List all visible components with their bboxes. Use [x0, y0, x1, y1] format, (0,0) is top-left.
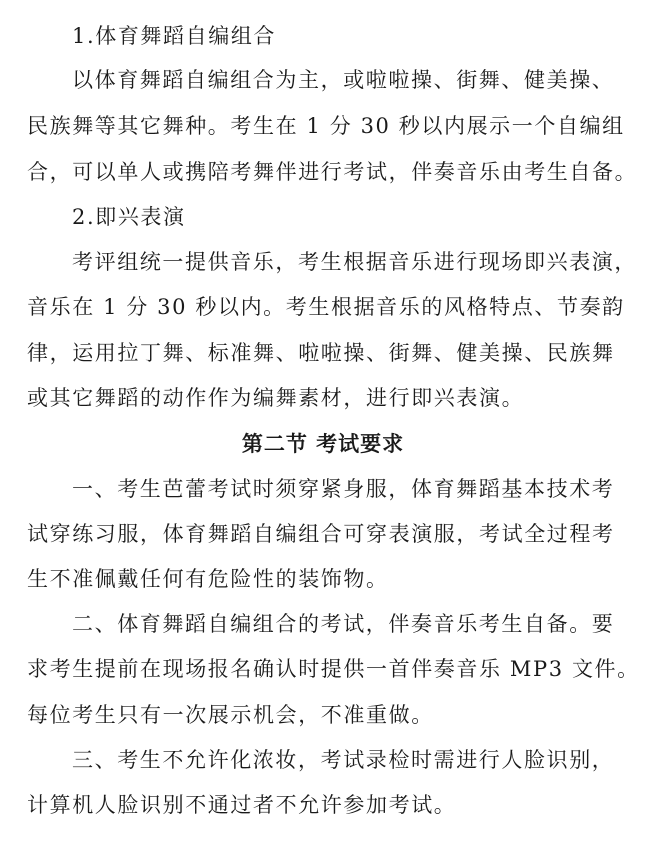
paragraph-line: 一、考生芭蕾考试时须穿紧身服，体育舞蹈基本技术考	[72, 477, 615, 501]
paragraph-line: 试穿练习服，体育舞蹈自编组合可穿表演服，考试全过程考	[27, 522, 615, 546]
paragraph-line: 三、考生不允许化浓妆，考试录检时需进行人脸识别，	[72, 748, 615, 772]
paragraph-line: 或其它舞蹈的动作作为编舞素材，进行即兴表演。	[27, 386, 525, 410]
paragraph-line: 合，可以单人或携陪考舞伴进行考试，伴奏音乐由考生自备。	[27, 160, 638, 184]
paragraph-line: 每位考生只有一次展示机会，不准重做。	[27, 703, 434, 727]
section-heading-improvisation: 2.即兴表演	[72, 205, 186, 229]
paragraph-line: 计算机人脸识别不通过者不允许参加考试。	[27, 793, 457, 817]
paragraph-line: 以体育舞蹈自编组合为主，或啦啦操、街舞、健美操、	[72, 68, 615, 92]
paragraph-line: 音乐在 1 分 30 秒以内。考生根据音乐的风格特点、节奏韵	[27, 295, 625, 319]
section-heading-choreography: 1.体育舞蹈自编组合	[72, 24, 277, 48]
chapter-title: 第二节 考试要求	[241, 431, 405, 456]
paragraph-line: 求考生提前在现场报名确认时提供一首伴奏音乐 MP3 文件。	[27, 657, 640, 681]
paragraph-line: 民族舞等其它舞种。考生在 1 分 30 秒以内展示一个自编组	[27, 114, 625, 138]
paragraph-line: 生不准佩戴任何有危险性的装饰物。	[27, 567, 389, 591]
paragraph-line: 考评组统一提供音乐，考生根据音乐进行现场即兴表演，	[72, 250, 637, 274]
paragraph-line: 律，运用拉丁舞、标准舞、啦啦操、街舞、健美操、民族舞	[27, 341, 615, 365]
paragraph-line: 二、体育舞蹈自编组合的考试，伴奏音乐考生自备。要	[72, 612, 615, 636]
